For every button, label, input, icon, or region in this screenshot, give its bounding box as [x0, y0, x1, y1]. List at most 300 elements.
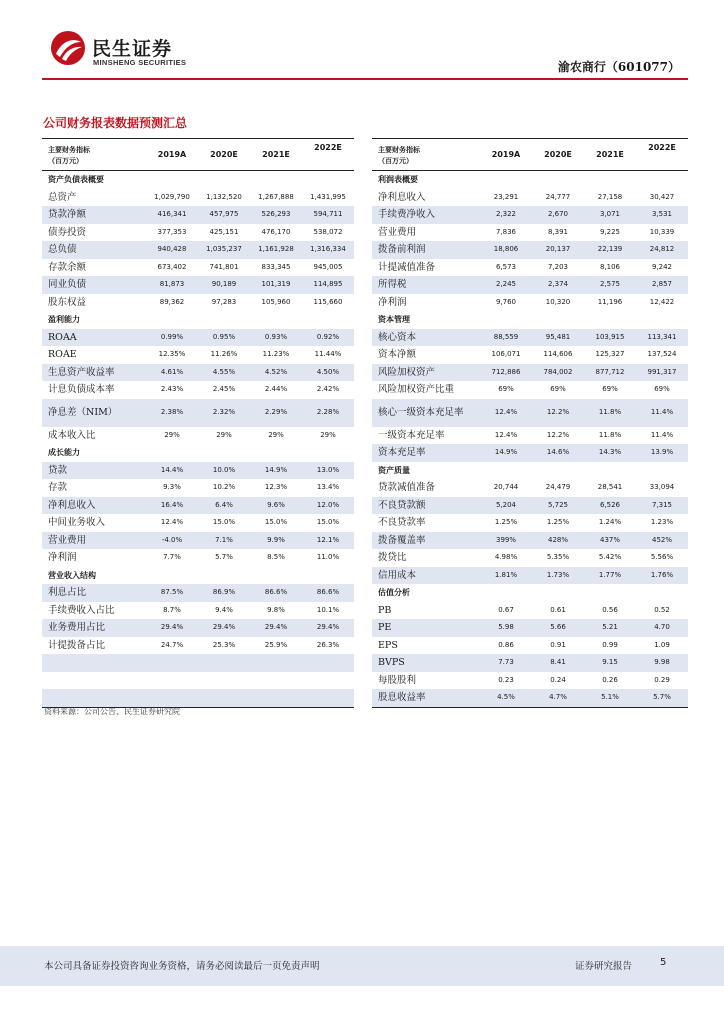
header-label-line2: （百万元）: [378, 155, 413, 165]
table-row: [42, 462, 354, 480]
cell-value: [636, 171, 688, 189]
cell-value: 24.7%: [160, 640, 184, 649]
cell-value: 7.1%: [198, 532, 250, 550]
cell-value: 24,777: [545, 192, 571, 201]
cell-value: 10.1%: [316, 605, 340, 614]
cell-value: 12,422: [649, 297, 675, 306]
cell-value: [302, 311, 354, 329]
row-label: [42, 654, 146, 672]
table-row: [372, 619, 688, 637]
header-divider: [42, 78, 688, 80]
cell-value: [250, 567, 302, 585]
cell-value: [198, 311, 250, 329]
cell-value: 1,132,520: [206, 192, 242, 201]
table-row: [372, 444, 688, 462]
row-label: 中间业务收入: [48, 517, 106, 528]
section-title: 公司财务报表数据预测汇总: [43, 116, 188, 130]
cell-value: 22,139: [584, 241, 636, 259]
cell-value: 12.4%: [494, 430, 518, 439]
cell-value: 7,203: [547, 262, 569, 271]
cell-value: 7,315: [636, 497, 688, 515]
cell-value: [636, 462, 688, 480]
cell-value: 416,341: [146, 206, 198, 224]
cell-value: 1,431,995: [310, 192, 346, 201]
cell-value: 1.25%: [494, 518, 518, 526]
section-row: [42, 444, 354, 462]
cell-value: 12.35%: [158, 350, 186, 358]
cell-value: 833,345: [261, 262, 291, 271]
cell-value: 69%: [602, 385, 618, 393]
table-row: [372, 329, 688, 347]
cell-value: 11.0%: [316, 553, 340, 561]
table-row: [42, 381, 354, 399]
cell-value: 9.8%: [267, 605, 285, 614]
cell-value: 2.38%: [146, 399, 198, 427]
cell-value: 3,071: [584, 206, 636, 224]
cell-value: 428%: [532, 532, 584, 550]
row-label: 计提拨备占比: [48, 639, 106, 651]
row-label: 存款: [48, 482, 68, 493]
cell-value: 2.29%: [250, 399, 302, 427]
cell-value: 2,670: [532, 206, 584, 224]
cell-value: 0.92%: [302, 329, 354, 347]
row-label: 股东权益: [48, 296, 87, 308]
table-row: [42, 584, 354, 602]
cell-value: 1.77%: [584, 567, 636, 585]
cell-value: [250, 311, 302, 329]
cell-value: 25.3%: [212, 640, 236, 649]
cell-value: 4.5%: [480, 689, 532, 707]
cell-value: 877,712: [584, 364, 636, 382]
cell-value: [302, 171, 354, 189]
table-row: [42, 241, 354, 259]
cell-value: 9.4%: [215, 605, 233, 614]
row-label: 贷款: [42, 462, 146, 480]
table-row: [372, 427, 688, 445]
cell-value: 29.4%: [146, 619, 198, 637]
cell-value: 538,072: [313, 227, 343, 236]
row-label: EPS: [378, 639, 398, 651]
cell-value: 1,029,790: [154, 192, 190, 201]
cell-value: 594,711: [302, 206, 354, 224]
section-label: 成长能力: [48, 448, 80, 457]
cell-value: 5.98: [480, 619, 532, 637]
cell-value: 2,857: [636, 276, 688, 294]
cell-value: 5,204: [480, 497, 532, 515]
column-header: 2021E: [250, 139, 302, 171]
cell-value: [146, 672, 198, 690]
section-label: 利润表概要: [378, 175, 418, 184]
row-label: 核心一级资本充足率: [372, 399, 480, 427]
cell-value: 1,267,888: [258, 192, 294, 201]
cell-value: 13.4%: [316, 483, 340, 491]
row-label: 手续费净收入: [372, 206, 480, 224]
cell-value: 69%: [550, 385, 566, 393]
row-label: PB: [378, 604, 392, 616]
cell-value: 673,402: [157, 262, 187, 271]
row-label: 股息收益率: [372, 689, 480, 707]
cell-value: 8,106: [599, 262, 621, 271]
row-label: [42, 672, 146, 690]
cell-value: 25.9%: [264, 640, 288, 649]
cell-value: 11.4%: [636, 399, 688, 427]
row-label: 计提减值准备: [378, 261, 436, 273]
row-label: 净息差（NIM）: [42, 399, 146, 427]
cell-value: 15.0%: [264, 518, 288, 526]
cell-value: [584, 171, 636, 189]
cell-value: 15.0%: [212, 518, 236, 526]
table-row: [372, 259, 688, 277]
cell-value: 7.73: [480, 654, 532, 672]
section-label: 营业收入结构: [48, 570, 96, 580]
cell-value: 86.9%: [198, 584, 250, 602]
row-label: 核心资本: [372, 329, 480, 347]
cell-value: 113,341: [636, 329, 688, 347]
logo-brand-name: 民生证券: [92, 38, 173, 60]
cell-value: 9,225: [599, 227, 621, 236]
cell-value: [532, 584, 584, 602]
row-label: 总资产: [48, 191, 77, 203]
cell-value: 0.24: [550, 675, 566, 684]
cell-value: 0.26: [602, 675, 618, 684]
row-label: 拨备覆盖率: [372, 532, 480, 550]
table-row: [372, 637, 688, 655]
cell-value: 0.91: [550, 640, 566, 649]
page-header: [0, 0, 724, 80]
cell-value: 12.1%: [302, 532, 354, 550]
cell-value: 24,479: [545, 483, 571, 491]
table-row: [372, 206, 688, 224]
table-row: [372, 532, 688, 550]
cell-value: 29%: [216, 430, 232, 439]
cell-value: [146, 444, 198, 462]
cell-value: 0.93%: [250, 329, 302, 347]
cell-value: 20,137: [532, 241, 584, 259]
table-row: [372, 549, 688, 567]
row-label: 计息负债成本率: [48, 384, 115, 395]
row-label: 所得税: [372, 276, 480, 294]
table-row: [372, 224, 688, 242]
row-label: 净利息收入: [378, 191, 426, 203]
row-label: 同业负债: [42, 276, 146, 294]
cell-value: 5.1%: [584, 689, 636, 707]
left-financial-table: [42, 138, 354, 708]
section-row: [372, 171, 688, 189]
cell-value: 0.56: [602, 605, 618, 614]
cell-value: 29%: [164, 430, 180, 439]
cell-value: 12.2%: [532, 399, 584, 427]
cell-value: [636, 311, 688, 329]
table-row: [42, 189, 354, 207]
row-label: PE: [372, 619, 480, 637]
cell-value: 15.0%: [316, 518, 340, 526]
column-header: 2020E: [198, 139, 250, 171]
cell-value: 24,812: [636, 241, 688, 259]
header-label-line1: 主要财务指标: [378, 144, 420, 154]
cell-value: [302, 654, 354, 672]
row-label: 每股股利: [378, 674, 417, 686]
row-label: 风险加权资产: [372, 364, 480, 382]
cell-value: 9.3%: [163, 483, 181, 491]
cell-value: 2.42%: [316, 385, 340, 393]
table-row: [372, 514, 688, 532]
section-label: 资产负债表概要: [48, 175, 104, 184]
cell-value: 425,151: [209, 227, 239, 236]
column-header: 2022E: [302, 139, 354, 171]
table-header-row: [42, 139, 354, 171]
cell-value: 9,760: [495, 297, 517, 306]
footer-report-type: 证券研究报告: [575, 961, 633, 972]
cell-value: 6,573: [495, 262, 517, 271]
cell-value: 9.98: [636, 654, 688, 672]
cell-value: [584, 311, 636, 329]
cell-value: 20,744: [493, 483, 519, 491]
cell-value: 14.9%: [250, 462, 302, 480]
cell-value: 13.9%: [636, 444, 688, 462]
cell-value: 29.4%: [250, 619, 302, 637]
cell-value: 5.56%: [650, 553, 674, 561]
section-row: [42, 171, 354, 189]
cell-value: 1.24%: [598, 518, 622, 526]
cell-value: [250, 654, 302, 672]
cell-value: 11.23%: [262, 350, 290, 358]
table-row: [372, 364, 688, 382]
cell-value: 1.73%: [532, 567, 584, 585]
cell-value: 2.45%: [212, 385, 236, 393]
cell-value: 105,960: [261, 297, 291, 306]
cell-value: [532, 311, 584, 329]
cell-value: 1.81%: [480, 567, 532, 585]
cell-value: 29.4%: [198, 619, 250, 637]
cell-value: 97,283: [211, 297, 237, 306]
table-row: [42, 346, 354, 364]
cell-value: 784,002: [532, 364, 584, 382]
cell-value: 0.86: [498, 640, 514, 649]
table-header-row: [372, 139, 688, 171]
footer-disclaimer: 本公司具备证券投资咨询业务资格，请务必阅读最后一页免责声明: [44, 961, 320, 972]
cell-value: 12.2%: [546, 430, 570, 439]
cell-value: 90,189: [198, 276, 250, 294]
row-label: 风险加权资产比重: [378, 384, 455, 395]
cell-value: 137,524: [647, 350, 677, 358]
table-row: [372, 497, 688, 515]
cell-value: 2.43%: [160, 385, 184, 393]
table-row: [42, 532, 354, 550]
table-row: [372, 276, 688, 294]
cell-value: 12.0%: [302, 497, 354, 515]
cell-value: 10,339: [649, 227, 675, 236]
row-label: 总负债: [42, 241, 146, 259]
row-label: 存款余额: [48, 261, 87, 273]
row-label: 贷款净额: [42, 206, 146, 224]
cell-value: 5.7%: [636, 689, 688, 707]
cell-value: 10.0%: [198, 462, 250, 480]
cell-value: 4.61%: [146, 364, 198, 382]
row-label: 拨备前利润: [372, 241, 480, 259]
table-row: [42, 206, 354, 224]
section-label: 资本管理: [378, 315, 410, 324]
cell-value: 0.29: [654, 675, 670, 684]
cell-value: 940,428: [146, 241, 198, 259]
cell-value: [250, 672, 302, 690]
cell-value: 1.25%: [546, 518, 570, 526]
section-row: [372, 462, 688, 480]
cell-value: 1,161,928: [250, 241, 302, 259]
cell-value: 69%: [654, 385, 670, 393]
cell-value: 12.4%: [160, 518, 184, 526]
cell-value: 8.41: [532, 654, 584, 672]
cell-value: [146, 171, 198, 189]
table-row: [372, 241, 688, 259]
row-label: 不良贷款额: [372, 497, 480, 515]
cell-value: 1.09: [654, 640, 670, 649]
cell-value: 8,391: [547, 227, 569, 236]
row-label: 手续费收入占比: [48, 604, 115, 616]
row-label: ROAA: [42, 329, 146, 347]
table-row: [42, 399, 354, 427]
table-row: [42, 637, 354, 655]
row-label: 贷款减值准备: [378, 482, 436, 493]
table-row: [42, 364, 354, 382]
cell-value: 526,293: [250, 206, 302, 224]
table-row: [42, 276, 354, 294]
header-label-line2: （百万元）: [48, 155, 83, 165]
cell-value: 1,316,334: [302, 241, 354, 259]
cell-value: [480, 171, 532, 189]
header-label-line1: 主要财务指标: [48, 144, 90, 154]
row-label: 营业费用: [378, 226, 417, 238]
cell-value: 5.7%: [215, 553, 233, 561]
cell-value: 69%: [498, 385, 514, 393]
cell-value: 0.52: [654, 605, 670, 614]
cell-value: [302, 689, 354, 707]
cell-value: 9.9%: [250, 532, 302, 550]
cell-value: 2,575: [584, 276, 636, 294]
cell-value: [584, 462, 636, 480]
cell-value: 1.76%: [636, 567, 688, 585]
cell-value: 23,291: [493, 192, 519, 201]
row-label: 资本充足率: [372, 444, 480, 462]
cell-value: [636, 584, 688, 602]
cell-value: 2.44%: [264, 385, 288, 393]
cell-value: 8.5%: [267, 553, 285, 561]
cell-value: 30,427: [649, 192, 675, 201]
cell-value: 9.6%: [250, 497, 302, 515]
cell-value: 29%: [320, 430, 336, 439]
cell-value: [480, 311, 532, 329]
cell-value: 0.99: [602, 640, 618, 649]
row-label: 不良贷款率: [378, 517, 426, 528]
table-row: [372, 346, 688, 364]
cell-value: [198, 171, 250, 189]
section-row: [42, 311, 354, 329]
table-row: [42, 672, 354, 690]
cell-value: 89,362: [159, 297, 185, 306]
company-ticker: 渝农商行（601077）: [557, 60, 680, 74]
cell-value: [302, 444, 354, 462]
cell-value: 452%: [636, 532, 688, 550]
cell-value: 3,531: [636, 206, 688, 224]
cell-value: 6,526: [584, 497, 636, 515]
cell-value: [146, 311, 198, 329]
row-label: 债券投资: [48, 226, 87, 238]
row-label: ROAE: [48, 349, 77, 360]
header-label: [372, 139, 480, 171]
cell-value: 741,801: [209, 262, 239, 271]
row-label: 成本收入比: [48, 429, 96, 441]
cell-value: 11.26%: [210, 350, 238, 358]
table-row: [372, 689, 688, 707]
cell-value: 11.44%: [314, 350, 342, 358]
cell-value: [250, 171, 302, 189]
cell-value: 4.70: [636, 619, 688, 637]
cell-value: 2.28%: [302, 399, 354, 427]
right-financial-table: [372, 138, 688, 708]
cell-value: [146, 689, 198, 707]
cell-value: 399%: [480, 532, 532, 550]
cell-value: 115,660: [313, 297, 343, 306]
cell-value: [480, 584, 532, 602]
table-row: [42, 259, 354, 277]
table-row: [372, 399, 688, 427]
cell-value: 14.9%: [480, 444, 532, 462]
cell-value: 2,322: [480, 206, 532, 224]
cell-value: 5.66: [532, 619, 584, 637]
row-label: 净利润: [48, 552, 77, 563]
table-row: [42, 689, 354, 707]
cell-value: 26.3%: [316, 640, 340, 649]
section-label: 盈利能力: [48, 315, 80, 324]
cell-value: 2,245: [480, 276, 532, 294]
table-row: [42, 224, 354, 242]
table-row: [42, 497, 354, 515]
row-label: 净利息收入: [42, 497, 146, 515]
cell-value: 103,915: [584, 329, 636, 347]
cell-value: 18,806: [480, 241, 532, 259]
cell-value: 114,606: [543, 350, 573, 358]
table-row: [372, 602, 688, 620]
cell-value: 4.7%: [532, 689, 584, 707]
cell-value: 4.52%: [250, 364, 302, 382]
cell-value: [198, 444, 250, 462]
cell-value: 101,319: [250, 276, 302, 294]
cell-value: 81,873: [146, 276, 198, 294]
row-label: 资本净额: [378, 349, 417, 360]
cell-value: 14.3%: [584, 444, 636, 462]
row-label: BVPS: [372, 654, 480, 672]
cell-value: 5.21: [584, 619, 636, 637]
row-label: 利息占比: [42, 584, 146, 602]
source-note: 资料来源：公司公告、民生证券研究院: [44, 707, 180, 716]
table-row: [42, 514, 354, 532]
cell-value: 0.99%: [146, 329, 198, 347]
cell-value: 114,895: [302, 276, 354, 294]
cell-value: 14.6%: [532, 444, 584, 462]
row-label: 净利润: [378, 296, 407, 308]
cell-value: [146, 567, 198, 585]
cell-value: 28,541: [597, 483, 623, 491]
cell-value: [480, 462, 532, 480]
cell-value: 6.4%: [198, 497, 250, 515]
cell-value: 7.7%: [163, 553, 181, 561]
cell-value: 14.4%: [146, 462, 198, 480]
table-row: [372, 381, 688, 399]
cell-value: 88,559: [480, 329, 532, 347]
page-number: 5: [660, 957, 667, 968]
cell-value: 5.42%: [598, 553, 622, 561]
cell-value: 9.15: [584, 654, 636, 672]
cell-value: 945,005: [313, 262, 343, 271]
